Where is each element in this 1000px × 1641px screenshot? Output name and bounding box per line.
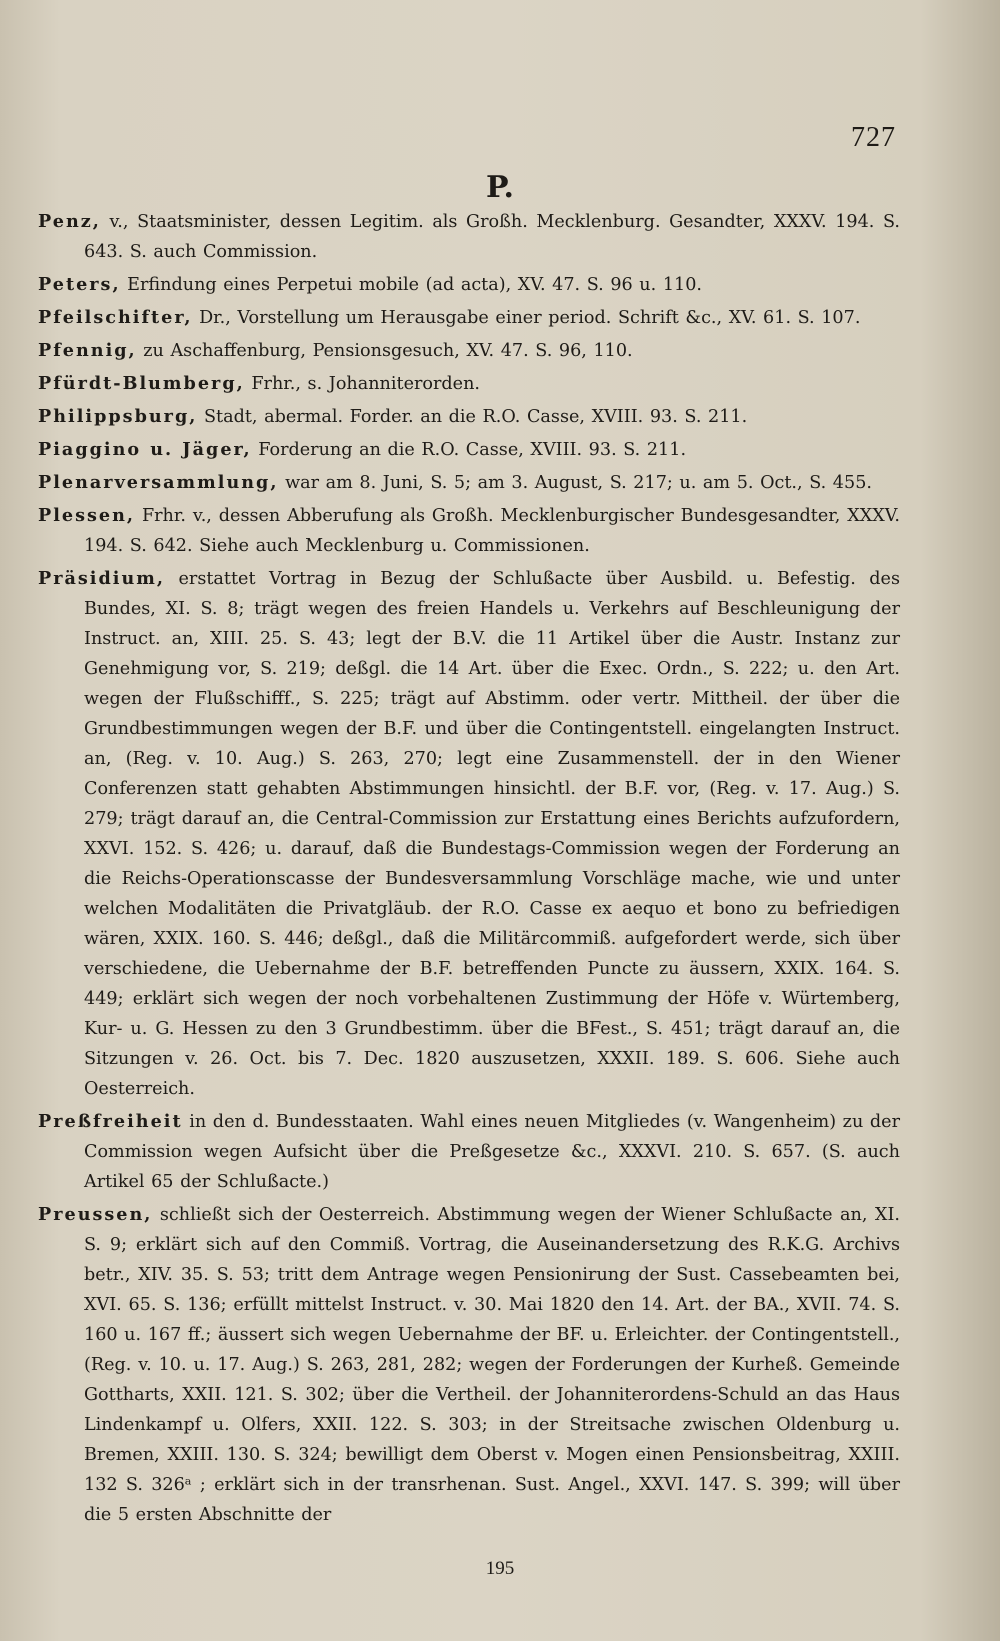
index-entry: [38, 402, 900, 432]
entry-heading: Plessen,: [38, 505, 136, 526]
entry-text: Dr., Vorstellung um Herausgabe einer period. Schrift &c., XV. 61. S. 107.: [199, 308, 861, 328]
index-entry: [38, 1107, 900, 1197]
entry-text: v., Staatsminister, dessen Legitim. als Großh. Mecklenburg. Gesandter, XXXV. 194. S. 643. S. auch Commission.: [84, 212, 901, 262]
entry-text: Erfindung eines Perpetui mobile (ad acta), XV. 47. S. 96 u. 110.: [127, 275, 702, 295]
index-entry: [38, 369, 900, 399]
index-entry: [38, 270, 900, 300]
entry-text: erstattet Vortrag in Bezug der Schlußacte über Ausbild. u. Befestig. des Bundes, XI. S. 8; trägt wegen des freien Handels u. Verkehrs auf Beschleunigung der Instruct. an, XIII. 25. S. 43; legt der B.V. die 11 Artikel über die Austr. Instanz zur Genehmigung vor, S. 219; deßgl. die 14 Art. über die Exec. Ordn., S. 222; u. den Art. wegen der Flußschifff., S. 225; trägt auf Abstimm. oder vertr. Mittheil. der über die Grundbestimmungen wegen der B.F. und über die Contingentstell. eingelangten Instruct. an, (Reg. v. 10. Aug.) S. 263, 270; legt eine Zusammenstell. der in den Wiener Conferenzen statt gehabten Abstimmungen hinsichtl. der B.F. vor, (Reg. v. 17. Aug.) S. 279; trägt darauf an, die Central-Commission zur Erstattung eines Berichts aufzufordern, XXVI. 152. S. 426; u. darauf, daß die Bundestags-Commission wegen der Forderung an die Reichs-Operationscasse der Bundesversammlung Vorschläge mache, wie und unter welchen Modalitäten die Privatgläub. der R.O. Casse ex aequo et bono zu befriedigen wären, XXIX. 160. S. 446; deßgl., daß die Militärcommiß. aufgefordert werde, sich über verschiedene, die Uebernahme der B.F. betreffenden Puncte zu äussern, XXIX. 164. S. 449; erklärt sich wegen der noch vorbehaltenen Zustimmung der Höfe v. Würtemberg, Kur- u. G. Hessen zu den 3 Grundbestimm. über die BFest., S. 451; trägt darauf an, die Sitzungen v. 26. Oct. bis 7. Dec. 1820 auszusetzen, XXXII. 189. S. 606. Siehe auch Oesterreich.: [84, 569, 900, 1099]
entry-heading: Penz,: [38, 211, 101, 232]
index-entry: [38, 468, 900, 498]
entry-heading: Piaggino u. Jäger,: [38, 439, 252, 460]
page-number: 727: [851, 122, 896, 153]
entry-heading: Präsidium,: [38, 568, 166, 589]
index-entry: [38, 1200, 900, 1530]
index-entry: [38, 501, 900, 561]
index-entry: [38, 336, 900, 366]
section-letter: P.: [485, 170, 515, 205]
entry-heading: Peters,: [38, 274, 121, 295]
entry-text: in den d. Bundesstaaten. Wahl eines neuen Mitgliedes (v. Wangenheim) zu der Commission wegen Aufsicht über die Preßgesetze &c., XXXVI. 210. S. 657. (S. auch Artikel 65 der Schlußacte.): [84, 1112, 900, 1192]
entry-text: Frhr. v., dessen Abberufung als Großh. Mecklenburgischer Bundesgesandter, XXXV. 194. S. 642. Siehe auch Mecklenburg u. Commissionen.: [84, 506, 901, 556]
index-entry: [38, 207, 900, 267]
index-entry: [38, 435, 900, 465]
entry-heading: Preussen,: [38, 1204, 153, 1225]
entry-text: Stadt, abermal. Forder. an die R.O. Casse, XVIII. 93. S. 211.: [203, 407, 748, 427]
index-entries: [38, 207, 900, 1533]
entry-heading: Pfürdt-Blumberg,: [38, 373, 245, 394]
index-entry: [38, 303, 900, 333]
entry-heading: Philippsburg,: [38, 406, 198, 427]
entry-text: Forderung an die R.O. Casse, XVIII. 93. S. 211.: [258, 440, 687, 460]
entry-heading: Preßfreiheit: [38, 1111, 183, 1132]
entry-heading: Pfeilschifter,: [38, 307, 193, 328]
entry-heading: Plenarversammlung,: [38, 472, 279, 493]
entry-heading: Pfennig,: [38, 340, 137, 361]
entry-text: schließt sich der Oesterreich. Abstimmung wegen der Wiener Schlußacte an, XI. S. 9; erklärt sich auf den Commiß. Vortrag, die Auseinandersetzung des R.K.G. Archivs betr., XIV. 35. S. 53; tritt dem Antrage wegen Pensionirung der Sust. Cassebeamten bei, XVI. 65. S. 136; erfüllt mittelst Instruct. v. 30. Mai 1820 den 14. Art. der BA., XVII. 74. S. 160 u. 167 ff.; äussert sich wegen Uebernahme der BF. u. Erleichter. der Contingentstell., (Reg. v. 10. u. 17. Aug.) S. 263, 281, 282; wegen der Forderungen der Kurheß. Gemeinde Gottharts, XXII. 121. S. 302; über die Vertheil. der Johanniterordens-Schuld an das Haus Lindenkampf u. Olfers, XXII. 122. S. 303; in der Streitsache zwischen Oldenburg u. Bremen, XXIII. 130. S. 324; bewilligt dem Oberst v. Mogen einen Pensionsbeitrag, XXIII. 132 S. 326ᵃ ; erklärt sich in der transrhenan. Sust. Angel., XXVI. 147. S. 399; will über die 5 ersten Abschnitte der: [84, 1205, 901, 1525]
entry-text: Frhr., s. Johanniterorden.: [251, 374, 481, 394]
entry-text: war am 8. Juni, S. 5; am 3. August, S. 217; u. am 5. Oct., S. 455.: [285, 473, 872, 493]
entry-text: zu Aschaffenburg, Pensionsgesuch, XV. 47. S. 96, 110.: [143, 341, 633, 361]
index-entry: [38, 564, 900, 1104]
signature-mark: 195: [485, 1558, 515, 1579]
